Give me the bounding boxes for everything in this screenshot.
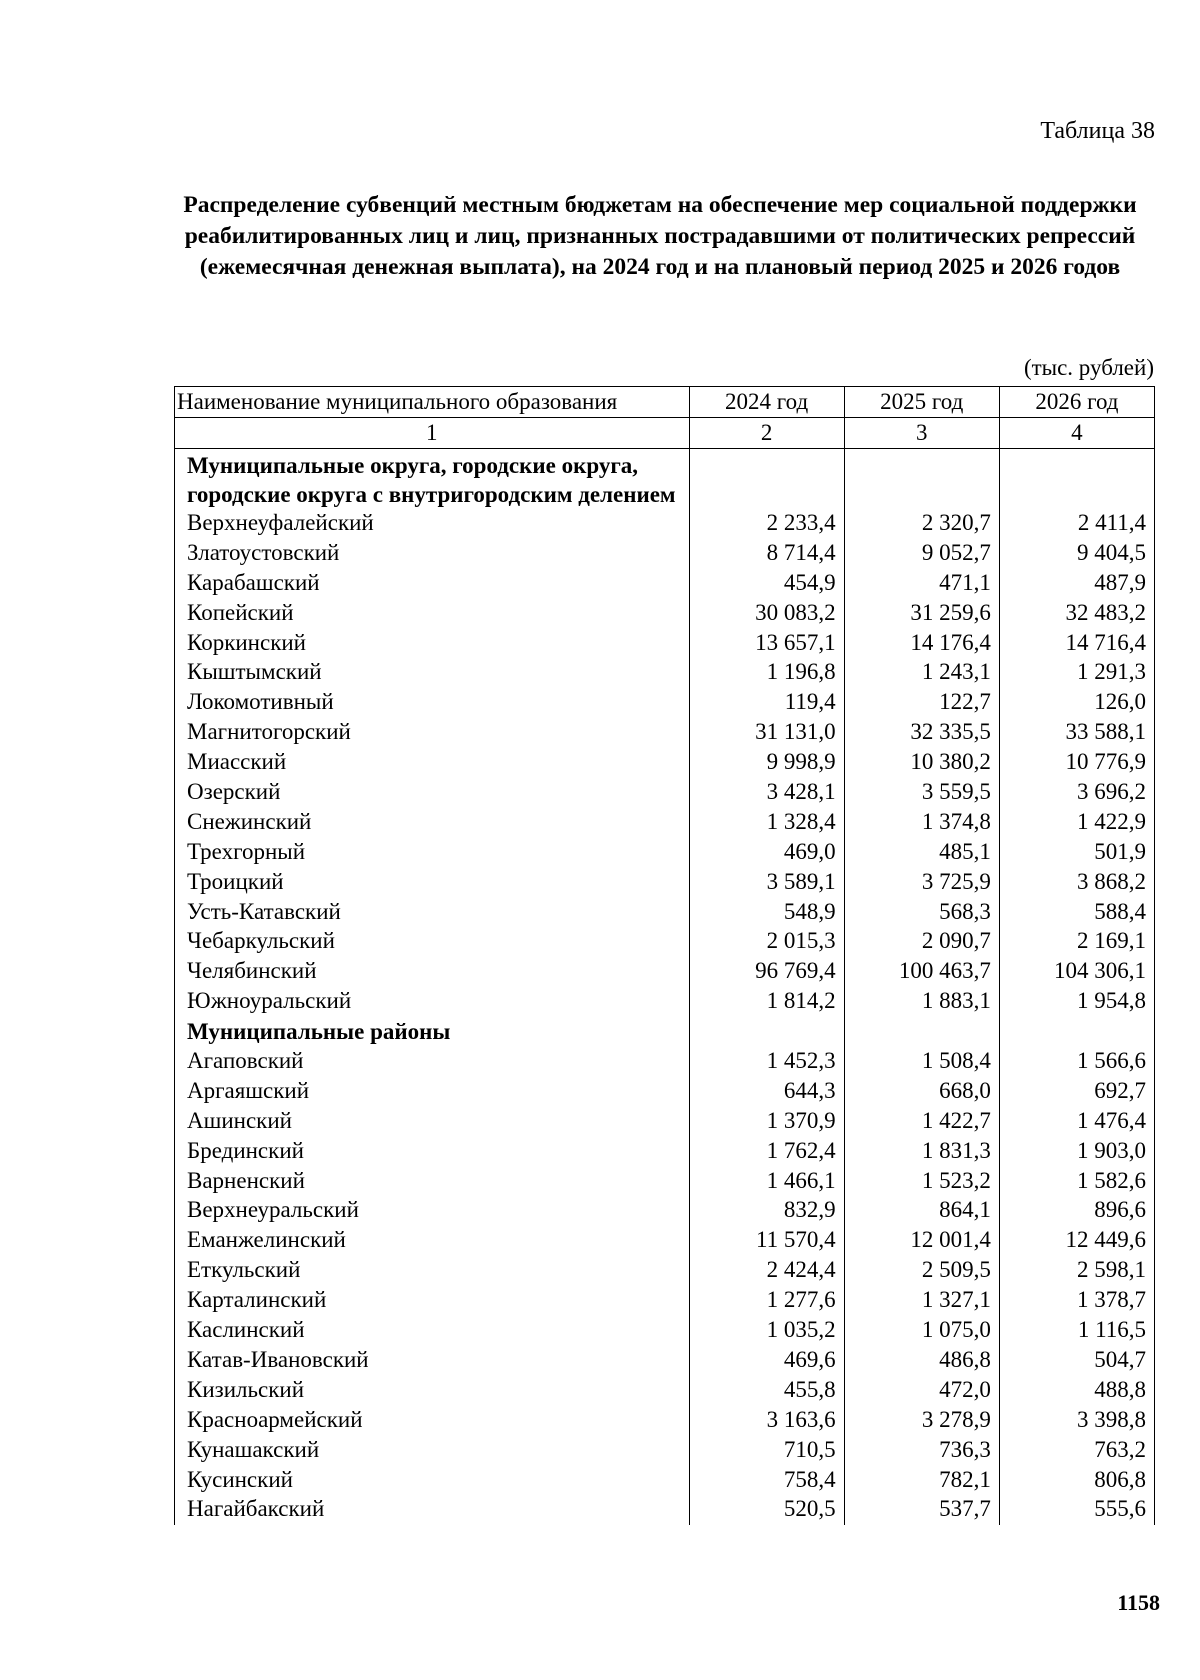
value-2026-cell: 104 306,1	[999, 957, 1154, 987]
value-2025-cell: 485,1	[844, 838, 999, 868]
table-header	[175, 387, 1155, 449]
value-2024-cell: 1 035,2	[689, 1316, 844, 1346]
municipality-name-cell: Каслинский	[175, 1316, 690, 1346]
table-row	[175, 629, 1155, 659]
value-2024-cell	[689, 449, 844, 510]
value-2026-cell: 2 411,4	[999, 509, 1154, 539]
table-row	[175, 539, 1155, 569]
value-2024-cell: 13 657,1	[689, 629, 844, 659]
municipality-name-cell: Чебаркульский	[175, 927, 690, 957]
value-2024-cell	[689, 1017, 844, 1047]
value-2025-cell: 3 725,9	[844, 868, 999, 898]
table-row	[175, 1107, 1155, 1137]
value-2025-cell: 864,1	[844, 1196, 999, 1226]
table-group-row	[175, 1017, 1155, 1047]
value-2026-cell: 763,2	[999, 1436, 1154, 1466]
municipality-name-cell: Верхнеуфалейский	[175, 509, 690, 539]
value-2025-cell: 32 335,5	[844, 718, 999, 748]
table-row	[175, 569, 1155, 599]
value-2026-cell: 1 954,8	[999, 987, 1154, 1017]
column-header-name: Наименование муниципального образования	[175, 387, 690, 418]
value-2025-cell: 1 243,1	[844, 658, 999, 688]
municipality-name-cell: Карталинский	[175, 1286, 690, 1316]
column-header-2024: 2024 год	[689, 387, 844, 418]
value-2024-cell: 548,9	[689, 898, 844, 928]
value-2024-cell: 8 714,4	[689, 539, 844, 569]
value-2025-cell	[844, 1017, 999, 1047]
table-row	[175, 718, 1155, 748]
value-2026-cell: 692,7	[999, 1077, 1154, 1107]
table-row	[175, 1137, 1155, 1167]
table-row	[175, 1167, 1155, 1197]
table-row	[175, 1286, 1155, 1316]
value-2024-cell: 454,9	[689, 569, 844, 599]
value-2024-cell: 520,5	[689, 1495, 844, 1525]
value-2025-cell: 1 374,8	[844, 808, 999, 838]
municipality-name-cell: Магнитогорский	[175, 718, 690, 748]
value-2024-cell: 3 589,1	[689, 868, 844, 898]
municipality-name-cell: Муниципальные округа, городские округа, городские округа с внутригородским делением	[175, 449, 690, 510]
municipality-name-cell: Катав-Ивановский	[175, 1346, 690, 1376]
table-row	[175, 1047, 1155, 1077]
table-row	[175, 898, 1155, 928]
municipality-name-cell: Еткульский	[175, 1256, 690, 1286]
value-2026-cell: 2 169,1	[999, 927, 1154, 957]
value-2025-cell: 14 176,4	[844, 629, 999, 659]
value-2025-cell: 1 075,0	[844, 1316, 999, 1346]
table-row	[175, 1256, 1155, 1286]
value-2024-cell: 3 163,6	[689, 1406, 844, 1436]
value-2024-cell: 455,8	[689, 1376, 844, 1406]
value-2026-cell	[999, 1017, 1154, 1047]
value-2025-cell: 12 001,4	[844, 1226, 999, 1256]
table-group-row	[175, 449, 1155, 510]
table-row	[175, 1226, 1155, 1256]
value-2025-cell: 2 090,7	[844, 927, 999, 957]
municipality-name-cell: Агаповский	[175, 1047, 690, 1077]
value-2026-cell: 1 582,6	[999, 1167, 1154, 1197]
column-number-4: 4	[999, 418, 1154, 449]
value-2026-cell: 14 716,4	[999, 629, 1154, 659]
value-2026-cell: 896,6	[999, 1196, 1154, 1226]
value-2026-cell: 3 696,2	[999, 778, 1154, 808]
municipality-name-cell: Кусинский	[175, 1466, 690, 1496]
value-2026-cell: 1 903,0	[999, 1137, 1154, 1167]
municipality-name-cell: Варненский	[175, 1167, 690, 1197]
column-number-3: 3	[844, 418, 999, 449]
value-2026-cell: 1 422,9	[999, 808, 1154, 838]
column-header-2026: 2026 год	[999, 387, 1154, 418]
value-2025-cell: 568,3	[844, 898, 999, 928]
value-2025-cell: 1 508,4	[844, 1047, 999, 1077]
value-2024-cell: 2 015,3	[689, 927, 844, 957]
table-row	[175, 1466, 1155, 1496]
table-row	[175, 957, 1155, 987]
table-row	[175, 1436, 1155, 1466]
column-number-1: 1	[175, 418, 690, 449]
value-2025-cell: 736,3	[844, 1436, 999, 1466]
table-row	[175, 748, 1155, 778]
municipality-name-cell: Миасский	[175, 748, 690, 778]
value-2026-cell: 32 483,2	[999, 599, 1154, 629]
table-row	[175, 599, 1155, 629]
value-2026-cell: 501,9	[999, 838, 1154, 868]
value-2026-cell: 9 404,5	[999, 539, 1154, 569]
value-2025-cell: 100 463,7	[844, 957, 999, 987]
municipality-name-cell: Усть-Катавский	[175, 898, 690, 928]
table-row	[175, 1077, 1155, 1107]
municipality-name-cell: Кизильский	[175, 1376, 690, 1406]
value-2026-cell: 806,8	[999, 1466, 1154, 1496]
value-2024-cell: 1 196,8	[689, 658, 844, 688]
value-2026-cell: 1 116,5	[999, 1316, 1154, 1346]
municipality-name-cell: Копейский	[175, 599, 690, 629]
column-header-2025: 2025 год	[844, 387, 999, 418]
value-2024-cell: 1 370,9	[689, 1107, 844, 1137]
value-2025-cell: 3 278,9	[844, 1406, 999, 1436]
value-2024-cell: 96 769,4	[689, 957, 844, 987]
value-2024-cell: 1 814,2	[689, 987, 844, 1017]
municipality-name-cell: Озерский	[175, 778, 690, 808]
value-2024-cell: 1 762,4	[689, 1137, 844, 1167]
value-2024-cell: 832,9	[689, 1196, 844, 1226]
value-2024-cell: 9 998,9	[689, 748, 844, 778]
municipality-name-cell: Златоустовский	[175, 539, 690, 569]
column-number-row	[175, 418, 1155, 449]
value-2024-cell: 30 083,2	[689, 599, 844, 629]
table-row	[175, 808, 1155, 838]
units-label: (тыс. рублей)	[1023, 355, 1154, 380]
table-row	[175, 1406, 1155, 1436]
value-2024-cell: 644,3	[689, 1077, 844, 1107]
table-row	[175, 1495, 1155, 1525]
table-body	[175, 449, 1155, 1526]
value-2024-cell: 3 428,1	[689, 778, 844, 808]
value-2026-cell: 3 398,8	[999, 1406, 1154, 1436]
value-2026-cell: 1 476,4	[999, 1107, 1154, 1137]
municipality-name-cell: Ашинский	[175, 1107, 690, 1137]
column-number-2: 2	[689, 418, 844, 449]
table-row	[175, 1196, 1155, 1226]
municipality-name-cell: Аргаяшский	[175, 1077, 690, 1107]
value-2026-cell: 33 588,1	[999, 718, 1154, 748]
value-2025-cell: 31 259,6	[844, 599, 999, 629]
value-2024-cell: 2 424,4	[689, 1256, 844, 1286]
value-2024-cell: 11 570,4	[689, 1226, 844, 1256]
value-2025-cell: 2 509,5	[844, 1256, 999, 1286]
municipality-name-cell: Кыштымский	[175, 658, 690, 688]
table-row	[175, 658, 1155, 688]
table-row	[175, 987, 1155, 1017]
table-row	[175, 1316, 1155, 1346]
value-2024-cell: 469,0	[689, 838, 844, 868]
value-2024-cell: 1 466,1	[689, 1167, 844, 1197]
municipality-name-cell: Челябинский	[175, 957, 690, 987]
value-2025-cell: 486,8	[844, 1346, 999, 1376]
value-2026-cell: 555,6	[999, 1495, 1154, 1525]
value-2026-cell: 10 776,9	[999, 748, 1154, 778]
value-2026-cell: 487,9	[999, 569, 1154, 599]
table-row	[175, 688, 1155, 718]
value-2025-cell: 782,1	[844, 1466, 999, 1496]
table-row	[175, 1376, 1155, 1406]
municipality-name-cell: Верхнеуральский	[175, 1196, 690, 1226]
value-2026-cell: 504,7	[999, 1346, 1154, 1376]
document-title: Распределение субвенций местным бюджетам на обеспечение мер социальной поддержки реабилитированных лиц и лиц, признанных пострадавшими от политических репрессий (ежемесячная денежная выплата), на 2024 год и на плановый период 2025 и 2026 годов	[183, 192, 1137, 280]
municipality-name-cell: Трехгорный	[175, 838, 690, 868]
municipality-name-cell: Южноуральский	[175, 987, 690, 1017]
value-2025-cell: 1 327,1	[844, 1286, 999, 1316]
value-2024-cell: 710,5	[689, 1436, 844, 1466]
municipality-name-cell: Кунашакский	[175, 1436, 690, 1466]
municipality-name-cell: Карабашский	[175, 569, 690, 599]
value-2024-cell: 31 131,0	[689, 718, 844, 748]
table-row	[175, 778, 1155, 808]
subvention-table-container	[174, 386, 1155, 1525]
value-2026-cell: 3 868,2	[999, 868, 1154, 898]
header-row	[175, 387, 1155, 418]
value-2025-cell: 1 523,2	[844, 1167, 999, 1197]
value-2026-cell: 1 378,7	[999, 1286, 1154, 1316]
value-2025-cell: 2 320,7	[844, 509, 999, 539]
value-2024-cell: 119,4	[689, 688, 844, 718]
municipality-name-cell: Троицкий	[175, 868, 690, 898]
value-2024-cell: 469,6	[689, 1346, 844, 1376]
municipality-name-cell: Нагайбакский	[175, 1495, 690, 1525]
value-2025-cell: 1 883,1	[844, 987, 999, 1017]
value-2026-cell: 488,8	[999, 1376, 1154, 1406]
municipality-name-cell: Красноармейский	[175, 1406, 690, 1436]
municipality-name-cell: Коркинский	[175, 629, 690, 659]
value-2025-cell: 1 831,3	[844, 1137, 999, 1167]
subvention-table	[174, 386, 1155, 1525]
value-2026-cell: 2 598,1	[999, 1256, 1154, 1286]
value-2025-cell: 9 052,7	[844, 539, 999, 569]
value-2024-cell: 1 328,4	[689, 808, 844, 838]
table-label: Таблица 38	[1040, 118, 1155, 144]
value-2026-cell: 126,0	[999, 688, 1154, 718]
value-2025-cell: 122,7	[844, 688, 999, 718]
table-row	[175, 927, 1155, 957]
municipality-name-cell: Брединский	[175, 1137, 690, 1167]
municipality-name-cell: Снежинский	[175, 808, 690, 838]
value-2024-cell: 2 233,4	[689, 509, 844, 539]
page-number: 1158	[1117, 1590, 1160, 1615]
value-2025-cell: 3 559,5	[844, 778, 999, 808]
value-2026-cell: 588,4	[999, 898, 1154, 928]
value-2025-cell: 537,7	[844, 1495, 999, 1525]
value-2025-cell: 472,0	[844, 1376, 999, 1406]
value-2025-cell: 1 422,7	[844, 1107, 999, 1137]
value-2025-cell: 10 380,2	[844, 748, 999, 778]
value-2024-cell: 1 452,3	[689, 1047, 844, 1077]
value-2026-cell: 12 449,6	[999, 1226, 1154, 1256]
value-2025-cell: 668,0	[844, 1077, 999, 1107]
value-2026-cell	[999, 449, 1154, 510]
value-2024-cell: 758,4	[689, 1466, 844, 1496]
value-2026-cell: 1 566,6	[999, 1047, 1154, 1077]
municipality-name-cell: Локомотивный	[175, 688, 690, 718]
table-row	[175, 868, 1155, 898]
value-2026-cell: 1 291,3	[999, 658, 1154, 688]
table-row	[175, 1346, 1155, 1376]
value-2025-cell: 471,1	[844, 569, 999, 599]
value-2025-cell	[844, 449, 999, 510]
table-row	[175, 838, 1155, 868]
municipality-name-cell: Еманжелинский	[175, 1226, 690, 1256]
municipality-name-cell: Муниципальные районы	[175, 1017, 690, 1047]
value-2024-cell: 1 277,6	[689, 1286, 844, 1316]
table-row	[175, 509, 1155, 539]
